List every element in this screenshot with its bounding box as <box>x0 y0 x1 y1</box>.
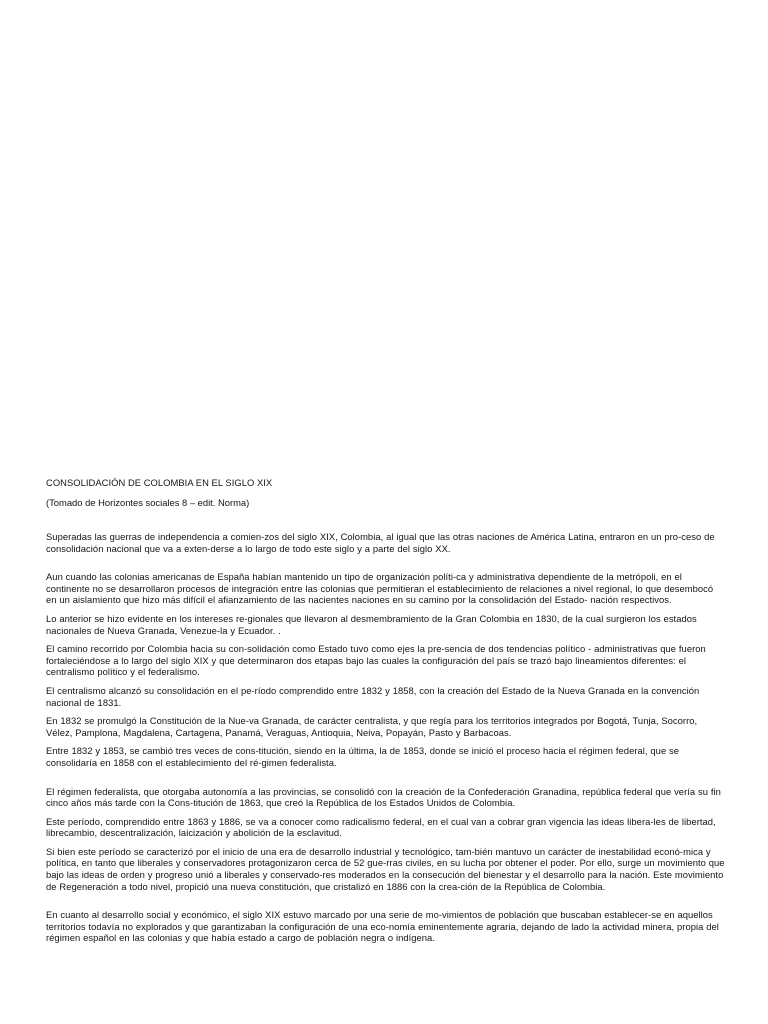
paragraph-centralism: El centralismo alcanzó su consolidación en el pe-ríodo comprendido entre 1832 y 1858, con la creación del Estado de la Nueva Granada en la convención nacional de 1831. <box>46 684 700 708</box>
paragraph-two-tendencies: El camino recorrido por Colombia hacia su con-solidación como Estado tuvo como ejes la pre-sencia de dos tendencias político - administrativas que fueron fortaleciéndose a lo largo del siglo XIX y que determinaron dos etapas bajo las cuales la configuración del país se trazó bajo lineamientos diferentes: el centralismo político y el federalismo. <box>46 643 706 678</box>
paragraph-gran-colombia: Lo anterior se hizo evidente en los intereses re-gionales que llevaron al desmembramiento de la Gran Colombia en 1830, de la cual surgieron los estados nacionales de Nueva Granada, Venezue-la y Ecuador. . <box>46 612 697 636</box>
paragraph-colonial-organization: Aun cuando las colonias americanas de España habían mantenido un tipo de organización políti-ca y administrativa dependiente de la metrópoli, en el continente no se desarrollaron procesos de integración entre las colonias que permitieran el establecimiento de relaciones a nivel regional, lo que desembocó en un aislamiento que hizo más difícil el afianzamiento de las nacientes naciones en su camino por la consolidación del Estado- nación respectivos. <box>46 571 714 606</box>
paragraph-social-economic: En cuanto al desarrollo social y económico, el siglo XIX estuvo marcado por una serie de mo-vimientos de población que buscaban establecer-se en aquellos territorios todavía no explorados y que garantizaban la configuración de una eco-nomía eminentemente agraria, dejando de lado la actividad minera, propia del régimen español en las colonias y que había estado a cargo de población negra o indígena. <box>46 909 719 944</box>
paragraph-federal-regime: El régimen federalista, que otorgaba autonomía a las provincias, se consolidó con la creación de la Confederación Granadina, república federal que vería su fin cinco años más tarde con la Cons-titución de 1863, que creó la República de los Estados Unidos de Colombia. <box>46 785 721 809</box>
document-body <box>46 477 726 951</box>
paragraph-regeneration: Si bien este período se caracterizó por el inicio de una era de desarrollo industrial y tecnológico, tam-bién mantuvo un carácter de inestabilidad econó-mica y política, en tanto que liberales y conservadores protagonizaron cerca de 52 gue-rras civiles, en su lucha por obtener el poder. Por ello, surge un movimiento que bajo las ideas de orden y progreso unió a liberales y conservado-res moderados en la consecución del bienestar y el desarrollo para la nación. Este movimiento de Regeneración a todo nivel, propició una nueva constitución, que cristalizó en 1886 con la crea-ción de la República de Colombia. <box>46 845 725 892</box>
paragraph-constitution-1832: En 1832 se promulgó la Constitución de la Nue-va Granada, de carácter centralista, y que regía para los territorios integrados por Bogotá, Tunja, Socorro, Vélez, Pamplona, Magdalena, Cartagena, Panamá, Veraguas, Antioquia, Neiva, Popayán, Pasto y Barbacoas. <box>46 715 698 738</box>
paragraph-constitution-changes: Entre 1832 y 1853, se cambió tres veces de cons-titución, siendo en la última, la de 1853, donde se inició el proceso hacia el régimen federal, que se consolidaría en 1858 con el establecimiento del ré-gimen federalista. <box>46 745 680 768</box>
paragraph-federal-radicalism: Este período, comprendido entre 1863 y 1886, se va a conocer como radicalismo federal, en el cual van a cobrar gran vigencia las ideas libera-les de libertad, librecambio, descentralización, laicización y abolición de la esclavitud. <box>46 815 716 839</box>
document-title: CONSOLIDACIÓN DE COLOMBIA EN EL SIGLO XIX <box>46 477 273 488</box>
paragraph-independence: Superadas las guerras de independencia a comien-zos del siglo XIX, Colombia, al igual que las otras naciones de América Latina, entraron en un pro-ceso de consolidación nacional que va a exten-derse a lo largo de todo este siglo y a parte del siglo XX. <box>46 531 715 554</box>
document-source: (Tomado de Horizontes sociales 8 – edit. Norma) <box>46 497 250 508</box>
